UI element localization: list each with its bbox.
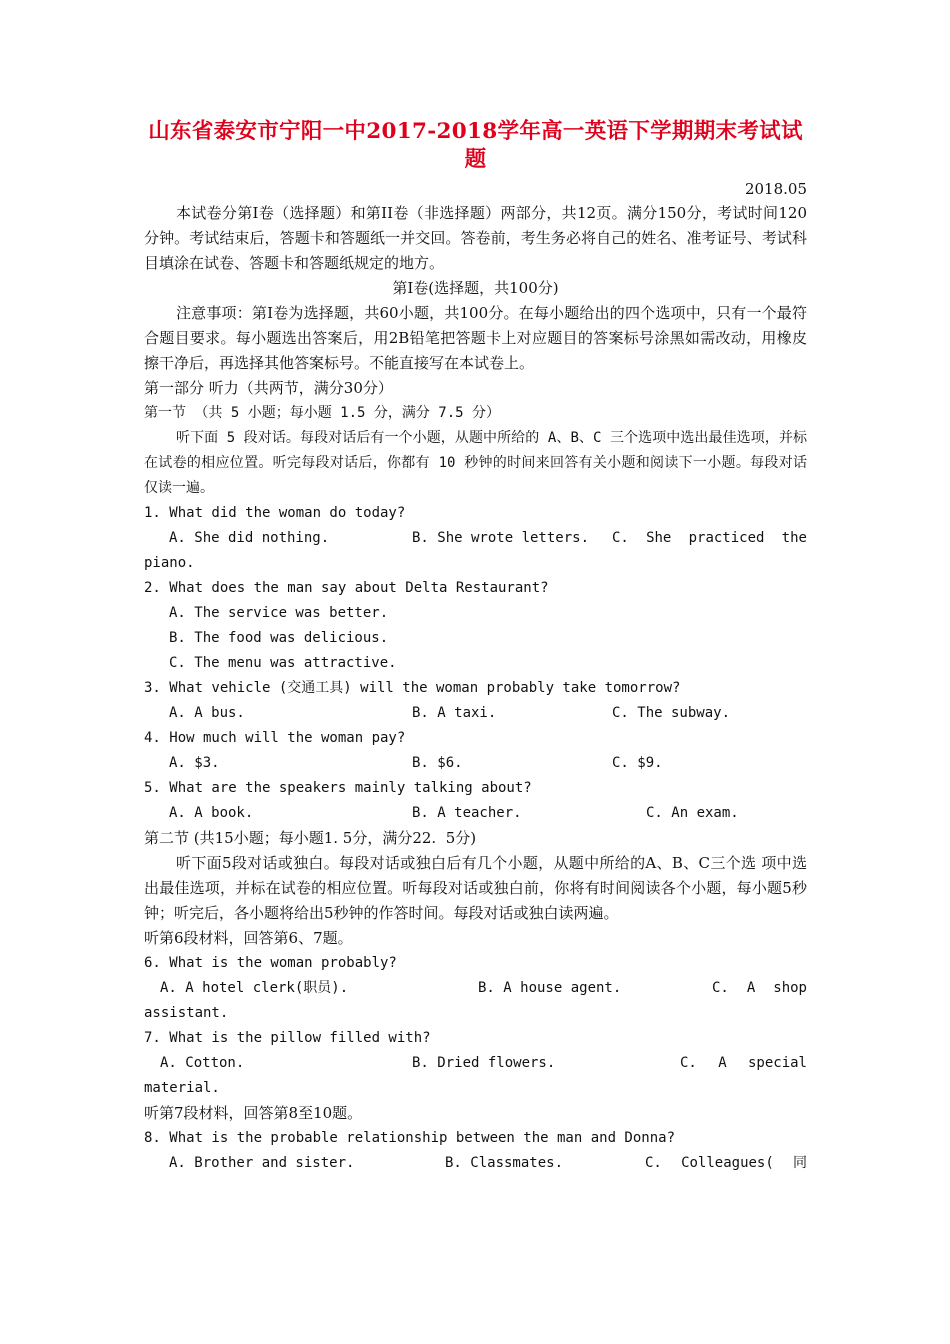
- question-7-options: [144, 1051, 807, 1076]
- q3-option-c: C. The subway.: [612, 705, 731, 721]
- q5-option-c: C. An exam.: [646, 805, 739, 821]
- q2-option-a: A. The service was better.: [169, 605, 389, 621]
- question-1: 1. What did the woman do today?: [144, 505, 406, 521]
- question-8-options: [144, 1151, 807, 1176]
- part1-heading: 第Ⅰ卷(选择题，共100分): [392, 279, 559, 297]
- exam-date: 2018.05: [744, 180, 807, 198]
- material-6-heading: 听第6段材料，回答第6、7题。: [144, 929, 353, 947]
- q7-option-c: C. A special: [680, 1055, 807, 1071]
- section1-heading: 第一部分 听力（共两节，满分30分）: [144, 379, 393, 397]
- question-3-options: [144, 701, 807, 726]
- question-2: 2. What does the man say about Delta Restaurant?: [144, 580, 549, 596]
- subsection1-heading: 第一节 （共 5 小题；每小题 1.5 分，满分 7.5 分）: [144, 405, 501, 421]
- q6-option-a: A. A hotel clerk(职员).: [160, 980, 349, 996]
- question-3: 3. What vehicle (交通工具) will the woman probably take tomorrow?: [144, 680, 681, 696]
- q4-option-c: C. $9.: [612, 755, 663, 771]
- q5-option-b: B. A teacher.: [412, 805, 522, 821]
- q7-option-a: A. Cotton.: [160, 1055, 245, 1071]
- question-4: 4. How much will the woman pay?: [144, 730, 406, 746]
- q3-option-b: B. A taxi.: [412, 705, 497, 721]
- question-6-options: [144, 976, 807, 1001]
- question-4-options: [144, 751, 807, 776]
- q2-option-b: B. The food was delicious.: [169, 630, 389, 646]
- q1-option-c: C. She practiced the: [612, 530, 807, 546]
- q1-option-c-continued: piano.: [144, 555, 195, 571]
- question-1-options: [144, 526, 807, 551]
- q7-option-c-continued: material.: [144, 1080, 220, 1096]
- question-7: 7. What is the pillow filled with?: [144, 1030, 431, 1046]
- q6-option-b: B. A house agent.: [478, 980, 622, 996]
- q8-option-b: B. Classmates.: [445, 1155, 564, 1171]
- q5-option-a: A. A book.: [169, 805, 254, 821]
- q8-option-c: C. Colleagues( 同: [645, 1155, 807, 1171]
- q1-option-a: A. She did nothing.: [169, 530, 330, 546]
- subsection1-instructions: 听下面 5 段对话。每段对话后有一个小题，从题中所给的 A、B、C 三个选项中选出最佳选项，并标在试卷的相应位置。听完每段对话后，你都有 10 秒钟的时间来回答有关小题和阅读下一小题。每段对话仅读一遍。: [144, 430, 807, 496]
- exam-page: [144, 118, 807, 1176]
- question-6: 6. What is the woman probably?: [144, 955, 397, 971]
- material-7-heading: 听第7段材料，回答第8至10题。: [144, 1104, 363, 1122]
- question-5-options: [144, 801, 807, 826]
- q6-option-c-continued: assistant.: [144, 1005, 229, 1021]
- notice-paragraph: 注意事项：第Ⅰ卷为选择题，共60小题，共100分。在每小题给出的四个选项中，只有一个最符合题目要求。每小题选出答案后，用2B铅笔把答题卡上对应题目的答案标号涂黑如需改动，用橡皮擦干净后，再选择其他答案标号。不能直接写在本试卷上。: [144, 304, 807, 372]
- q7-option-b: B. Dried flowers.: [412, 1055, 556, 1071]
- q6-option-c: C. A shop: [712, 980, 807, 996]
- q4-option-a: A. $3.: [169, 755, 220, 771]
- title-line-2: 题: [464, 147, 487, 172]
- q1-option-b: B. She wrote letters.: [412, 530, 590, 546]
- subsection2-heading: 第二节 (共15小题；每小题1. 5分，满分22. 5分): [144, 829, 477, 847]
- q4-option-b: B. $6.: [412, 755, 463, 771]
- q2-option-c: C. The menu was attractive.: [169, 655, 397, 671]
- intro-paragraph: 本试卷分第I卷（选择题）和第II卷（非选择题）两部分，共12页。满分150分，考试时间120分钟。考试结束后，答题卡和答题纸一并交回。答卷前，考生务必将自己的姓名、准考证号、考试科目填涂在试卷、答题卡和答题纸规定的地方。: [144, 204, 807, 272]
- q3-option-a: A. A bus.: [169, 705, 245, 721]
- question-5: 5. What are the speakers mainly talking about?: [144, 780, 532, 796]
- q8-option-a: A. Brother and sister.: [169, 1155, 355, 1171]
- title-line-1: 山东省泰安市宁阳一中2017-2018学年高一英语下学期期末考试试: [148, 119, 803, 144]
- question-8: 8. What is the probable relationship between the man and Donna?: [144, 1130, 676, 1146]
- document-title: [144, 118, 807, 174]
- subsection2-instructions: 听下面5段对话或独白。每段对话或独白后有几个小题，从题中所给的A、B、C三个选 项中选出最佳选项，并标在试卷的相应位置。听每段对话或独白前，你将有时间阅读各个小题，每小题5秒钟；听完后，各小题将给出5秒钟的作答时间。每段对话或独白读两遍。: [144, 854, 807, 922]
